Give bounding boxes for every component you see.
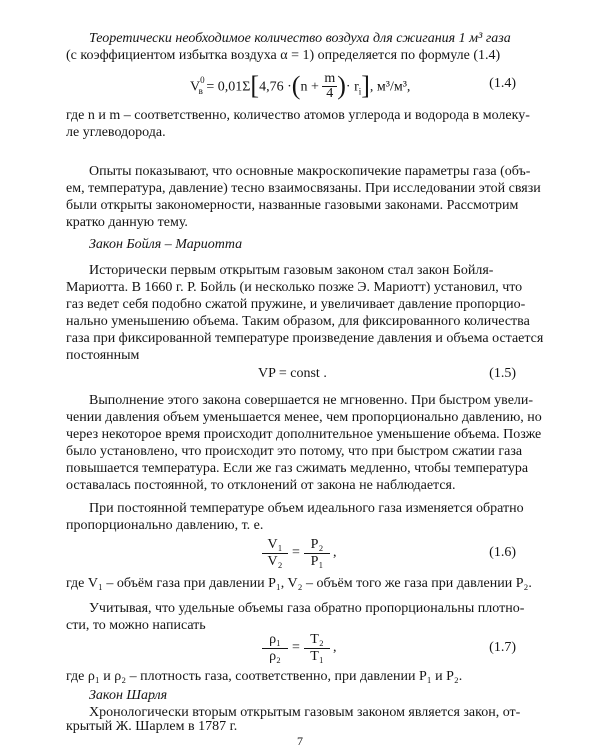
formula-1-6-number: (1.6) — [489, 545, 516, 560]
formula-1-4-i: i — [358, 86, 362, 97]
formula-1-5-number: (1.5) — [489, 366, 516, 381]
charles-heading: Закон Шарля — [89, 688, 168, 703]
formula-1-4-four: 4 — [326, 85, 334, 101]
formula-1-4-coef: = 0,01Σ — [202, 79, 251, 95]
boyle-p1-line: газа при фиксированной температуре произведение давления и объема остается — [66, 331, 544, 346]
formula-1-6-num-right: P₂ — [304, 537, 330, 554]
formula-1-4-lhs: V — [190, 79, 201, 95]
formula-1-6-den-left: V₂ — [267, 554, 283, 569]
formula-1-7-equals: = — [292, 640, 300, 655]
intro-line: Опыты показывают, что основные макроскопичекие параметры газа (объ- — [89, 164, 531, 179]
formula-1-6-equals: = — [292, 545, 300, 560]
boyle-p1-line: нально уменьшению объема. Таким образом, для фиксированного количества — [66, 314, 530, 329]
formula-1-7-num-left: ρ₁ — [262, 632, 288, 649]
formula-1-4-sup: 0 — [200, 75, 205, 85]
formula-1-4-bracket-open: [ — [250, 70, 260, 100]
formula-1-6-comma: , — [333, 545, 337, 560]
boyle-p3-line: При постоянной температуре объем идеального газа изменяется обратно — [89, 501, 524, 516]
air-lead-rest: (с коэффициентом избытка воздуха α = 1) определяется по формуле (1.4) — [66, 48, 501, 63]
formula-1-7-left-fraction — [262, 632, 288, 665]
formula-1-7-den-left: ρ₂ — [269, 649, 281, 664]
formula-1-4-paren-close: ) — [337, 70, 346, 100]
intro-line: были открыты закономерности, названные газовыми законами. Рассмотрим — [66, 198, 519, 213]
boyle-p1-line: газ ведет себя подобно сжатой пружине, и увеличивает давление пропорцио- — [66, 297, 526, 312]
formula-1-5: VP = const . — [258, 366, 327, 381]
formula-1-4-r: · r — [345, 79, 359, 95]
air-where-line-2: ле углеводорода. — [66, 125, 166, 140]
boyle-p2-line: чении давления объем уменьшается менее, чем пропорционально давлению, но — [66, 410, 542, 425]
formula-1-6-den-right: P₁ — [310, 554, 324, 569]
boyle-p2-line: было установлено, что происходит это потому, что при быстром сжатии газа — [66, 444, 523, 459]
formula-1-4-m: m — [324, 70, 336, 86]
formula-1-7-comma: , — [333, 640, 337, 655]
charles-line: крытый Ж. Шарлем в 1787 г. — [66, 719, 238, 734]
formula-1-7-den-right: T₁ — [310, 649, 324, 664]
formula-1-6-num-left: V₁ — [262, 537, 288, 554]
air-lead-italic: Теоретически необходимое количество воздуха для сжигания 1 м³ газа — [89, 31, 511, 46]
boyle-p2-line: через некоторое время происходит дополнительное уменьшение объема. Позже — [66, 427, 542, 442]
intro-line: кратко данную тему. — [66, 215, 188, 230]
formula-1-7-num-right: T₂ — [304, 632, 330, 649]
boyle-p3-line: пропорционально давлению, т. е. — [66, 518, 264, 533]
formula-1-4-sub: в — [198, 86, 203, 97]
formula-1-4-paren-open: ( — [291, 70, 301, 100]
formula-1-4 — [190, 70, 410, 103]
formula-1-4-term1: 4,76 · — [259, 79, 292, 95]
boyle-p4-line: сти, то можно написать — [66, 618, 206, 633]
formula-1-7-right-fraction — [304, 632, 330, 665]
formula-1-4-number: (1.4) — [489, 76, 516, 91]
where-1-6: где V₁ – объём газа при давлении P₁, V₂ – объём того же газа при давлении P₂. — [66, 576, 532, 591]
where-1-7: где ρ₁ и ρ₂ – плотность газа, соответственно, при давлении P₁ и P₂. — [66, 669, 463, 684]
boyle-p1-line: постоянным — [66, 348, 140, 363]
charles-line: Хронологически вторым открытым газовым законом является закон, от- — [89, 705, 521, 720]
boyle-p2-line: повышается температура. Если же газ сжимать медленно, чтобы температура — [66, 461, 529, 476]
boyle-p4-line: Учитывая, что удельные объемы газа обратно пропорциональны плотно- — [89, 601, 525, 616]
boyle-p2-line: Выполнение этого закона совершается не мгновенно. При быстром увели- — [89, 393, 534, 408]
formula-1-7-number: (1.7) — [489, 640, 516, 655]
formula-1-4-units: , м³/м³, — [369, 79, 411, 95]
air-where-line-1: где n и m – соответственно, количество атомов углерода и водорода в молеку- — [66, 108, 530, 123]
formula-1-4-bracket-close: ] — [361, 70, 370, 100]
formula-1-6-left-fraction — [262, 537, 288, 570]
boyle-p1-line: Мариотта. В 1660 г. Р. Бойль (и несколько позже Э. Мариотт) установил, что — [66, 280, 523, 295]
intro-line: ем, температура, давление) тесно взаимосвязаны. При исследовании этой связи — [66, 181, 541, 196]
formula-1-6-right-fraction — [304, 537, 330, 570]
formula-1-4-m-frac — [322, 72, 337, 101]
boyle-p2-line: оставалась постоянной, то отклонений от закона не наблюдается. — [66, 478, 456, 493]
page-number: 7 — [297, 734, 303, 748]
formula-1-4-n: n + — [300, 79, 319, 95]
boyle-heading: Закон Бойля – Мариотта — [89, 237, 243, 252]
boyle-p1-line: Исторически первым открытым газовым законом стал закон Бойля- — [89, 263, 494, 278]
